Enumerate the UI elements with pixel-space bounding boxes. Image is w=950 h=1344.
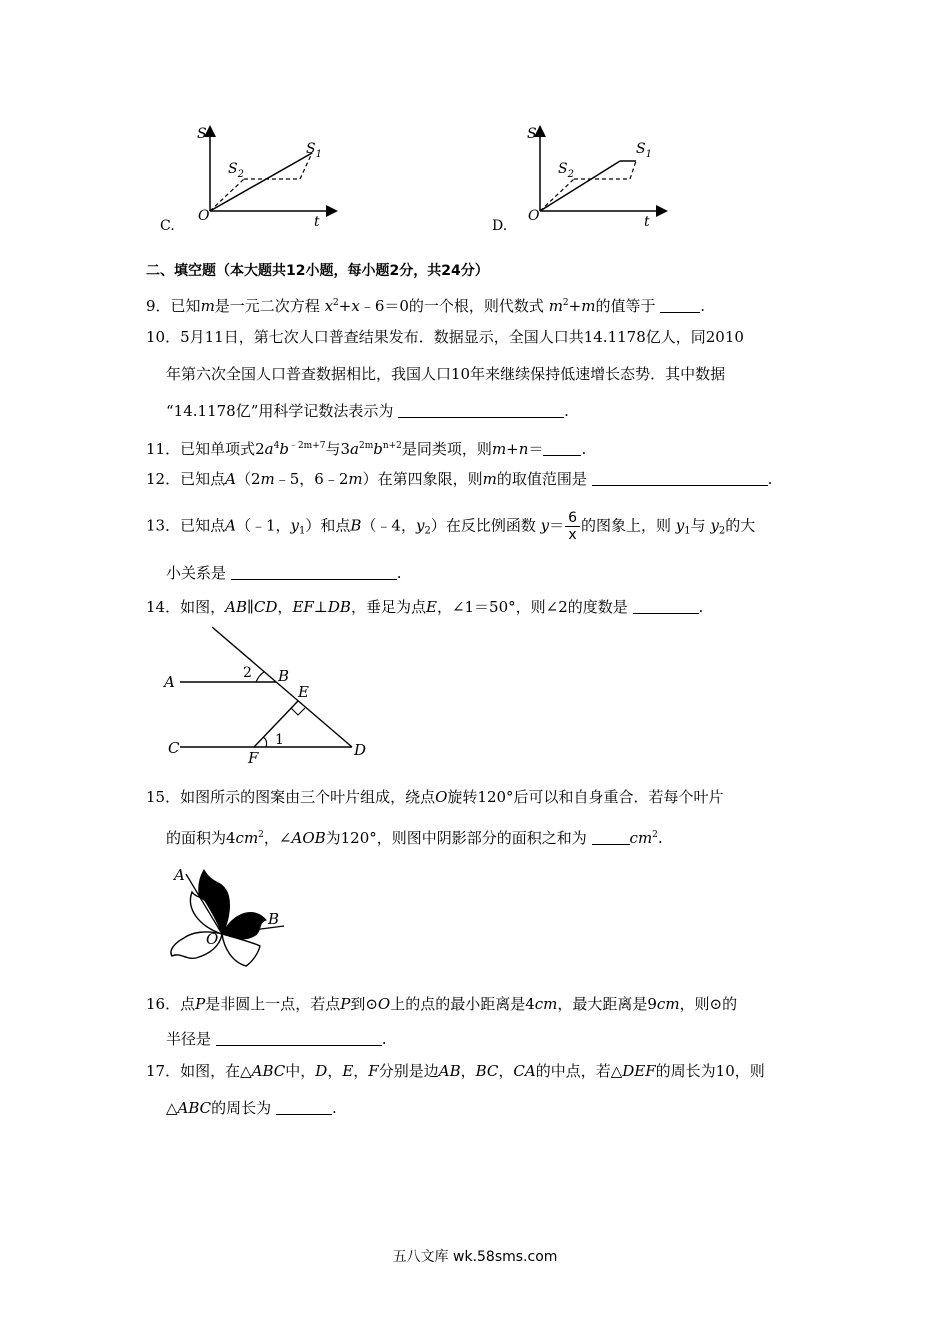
label-b: B (278, 667, 290, 685)
question-13-line-2: 小关系是 . (166, 564, 402, 582)
question-11: 11．已知单项式$2a^4b^{﹣2m+7}$与$3a^{2m}b^{n+2}$是同类项，则m+n＝ . (146, 440, 587, 458)
graph-option-c (160, 120, 340, 240)
question-13-line-1: 13．已知点A（﹣1，$y_1$）和点B（﹣4，$y_2$）在反比例函数 y＝ $\frac{6}{x}$ 的图象上，则 $y_1$与 $y_2$的大 (146, 510, 756, 543)
answer-blank[interactable] (660, 298, 700, 313)
graph-option-d (490, 120, 670, 240)
question-17-line-2: △ABC的周长为 . (166, 1099, 337, 1117)
s1-line-a (540, 161, 620, 211)
answer-blank[interactable] (398, 403, 564, 418)
question-17-line-1: 17．如图，在△ABC中，D，E，F分别是边AB，BC，CA的中点，若△DEF的周长为10，则 (146, 1062, 765, 1080)
label-o: O (528, 208, 540, 224)
label-s1: $S_1$ (636, 141, 652, 160)
answer-blank[interactable] (592, 471, 768, 486)
answer-blank[interactable] (543, 441, 581, 456)
option-d-label: D. (492, 218, 508, 234)
label-a: A (174, 866, 185, 884)
angle-1-arc (263, 737, 267, 747)
question-16-line-1: 16．点P是非圆上一点，若点P到⊙O上的点的最小距离是4cm，最大距离是9cm，则⊙的 (146, 995, 738, 1013)
label-d: D (354, 741, 367, 759)
question-10-line-2: 年第六次全国人口普查数据相比，我国人口10年来继续保持低速增长态势．其中数据 (166, 365, 726, 383)
right-angle-mark (291, 708, 305, 715)
question-12: 12．已知点A（2m﹣5，6﹣2m）在第四象限，则m的取值范围是 . (146, 470, 773, 488)
footer-watermark: 五八文库 wk.58sms.com (392, 1249, 558, 1265)
line-db (212, 627, 352, 747)
label-s: S (527, 126, 537, 142)
fraction-6-over-x: $\frac{6}{x}$ (565, 510, 580, 543)
label-o: O (198, 208, 210, 224)
figure-q14 (160, 625, 380, 770)
label-s2: $S_2$ (558, 161, 574, 180)
question-15-line-2: 的面积为$4cm^2$，∠AOB为120°，则图中阴影部分的面积之和为 $cm^2$. (166, 829, 663, 847)
label-angle-2: 2 (243, 665, 252, 681)
label-s2: $S_2$ (228, 161, 244, 180)
question-9: 9．已知m是一元二次方程 $x^2+x﹣6=0$的一个根，则代数式 $m^2+m$的值等于 . (146, 297, 706, 315)
s2-line-c (630, 161, 636, 179)
label-o: O (206, 930, 219, 948)
label-s: S (197, 126, 207, 142)
label-t: t (644, 214, 650, 230)
answer-blank[interactable] (592, 830, 630, 845)
leaf-bottom (222, 934, 260, 966)
label-a: A (164, 673, 175, 691)
label-c: C (168, 739, 180, 757)
label-b: B (268, 910, 280, 928)
question-16-line-2: 半径是 . (166, 1030, 387, 1048)
s2-line-a (540, 179, 574, 211)
label-t: t (314, 214, 320, 230)
label-s1: $S_1$ (306, 141, 322, 160)
section-heading: 二、填空题（本大题共12小题，每小题2分，共24分） (146, 263, 489, 279)
question-10-line-3: “14.1178亿”用科学记数法表示为 . (166, 402, 569, 420)
angle-2-arc (256, 672, 264, 682)
answer-blank[interactable] (231, 565, 397, 580)
question-10-line-1: 10．5月11日，第七次人口普查结果发布．数据显示，全国人口共14.1178亿人，同2010 (146, 328, 744, 346)
figure-q15-leaves (162, 862, 292, 970)
question-15-line-1: 15．如图所示的图案由三个叶片组成，绕点O旋转120°后可以和自身重合．若每个叶片 (146, 788, 724, 806)
label-angle-1: 1 (275, 732, 284, 748)
label-f: F (248, 749, 259, 767)
s1-line (210, 153, 312, 211)
label-e: E (298, 683, 309, 701)
question-14: 14．如图，AB∥CD，EF⊥DB，垂足为点E，∠1＝50°，则∠2的度数是 . (146, 598, 704, 616)
answer-blank[interactable] (633, 599, 699, 614)
answer-blank[interactable] (276, 1100, 332, 1115)
option-c-label: C. (160, 218, 175, 234)
answer-blank[interactable] (216, 1031, 382, 1046)
